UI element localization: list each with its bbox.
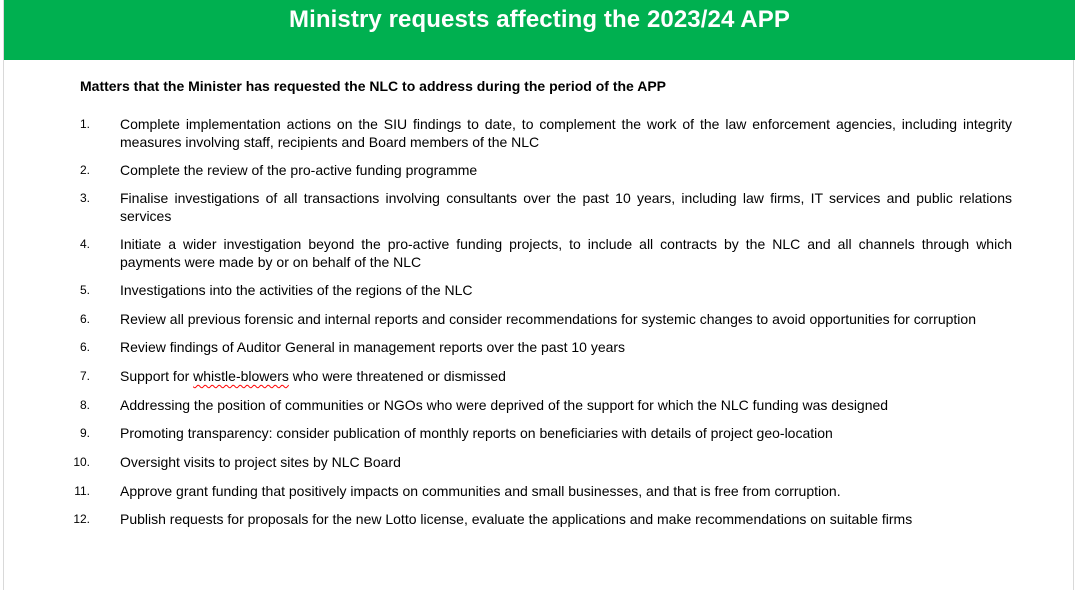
item-number: 6. [79,340,90,354]
item-text: Finalise investigations of all transactions involving consultants over the past 10 years, including law firms, IT services and public relations services [120,190,1012,224]
item-number: 10. [73,455,90,469]
item-number: 9. [79,426,90,440]
item-text-before: Support for [120,368,194,384]
item-number: 7. [79,369,90,383]
item-text: Complete implementation actions on the SIU findings to date, to complement the work of the law enforcement agencies, including integrity measures involving staff, recipients and Board members of the NLC [120,116,1012,150]
section-heading: Matters that the Minister has requested the NLC to address during the period of the APP [80,78,666,94]
item-text [120,367,1012,385]
item-text: Complete the review of the pro-active funding programme [120,162,478,178]
item-text: Approve grant funding that positively impacts on communities and small businesses, and that is free from corruption. [120,483,841,499]
item-text: Publish requests for proposals for the new Lotto license, evaluate the applications and make recommendations on suitable firms [120,511,913,527]
item-text: Oversight visits to project sites by NLC Board [120,454,401,470]
item-number: 12. [73,512,90,526]
item-number: 5. [79,283,90,297]
item-text: Review all previous forensic and internal reports and consider recommendations for systemic changes to avoid opportunities for corruption [120,311,976,327]
item-text: Initiate a wider investigation beyond the pro-active funding projects, to include all contracts by the NLC and all channels through which payments were made by or on behalf of the NLC [120,236,1012,270]
item-number: 2. [79,163,90,177]
item-text-after: who were threatened or dismissed [288,368,506,384]
item-number: 11. [74,484,90,498]
item-text: Review findings of Auditor General in management reports over the past 10 years [120,339,626,355]
item-number: 4. [79,237,90,251]
page-title: Ministry requests affecting the 2023/24 APP [4,0,1075,60]
item-number: 8. [79,398,90,412]
item-number: 1. [79,117,90,131]
item-text: Promoting transparency: consider publication of monthly reports on beneficiaries with details of project geo-location [120,425,833,441]
item-number: 3. [79,191,90,205]
item-text: Addressing the position of communities or NGOs who were deprived of the support for which the NLC funding was designed [120,397,889,413]
item-text: Investigations into the activities of the regions of the NLC [120,282,473,298]
spellcheck-flagged-word: whistle-blowers [193,368,289,384]
item-number: 6. [79,312,90,326]
